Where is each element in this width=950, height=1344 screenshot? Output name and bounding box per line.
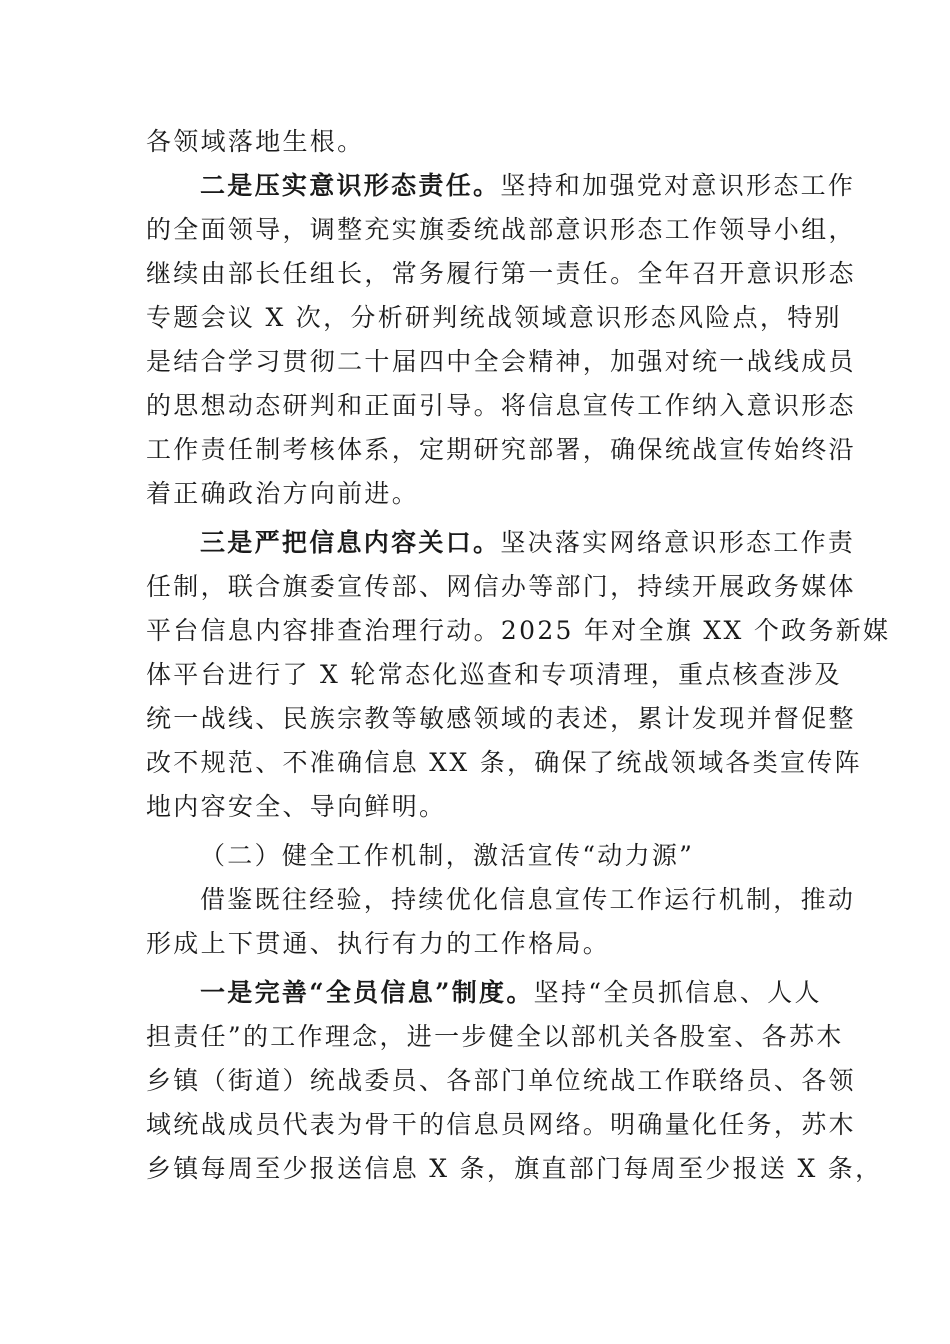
text-line: 改不规范、不准确信息 XX 条，确保了统战领域各类宣传阵: [146, 748, 862, 777]
text-line: 专题会议 X 次，分析研判统战领域意识形态风险点，特别: [146, 303, 842, 332]
text-line: 的思想动态研判和正面引导。将信息宣传工作纳入意识形态: [146, 391, 856, 420]
paragraph-lead: 二是压实意识形态责任。: [200, 171, 501, 200]
text-line: 地内容安全、导向鲜明。: [146, 792, 447, 821]
text-line: 继续由部长任组长，常务履行第一责任。全年召开意识形态: [146, 259, 856, 288]
text-line: 体平台进行了 X 轮常态化巡查和专项清理，重点核查涉及: [146, 660, 842, 689]
text-line: 域统战成员代表为骨干的信息员网络。明确量化任务，苏木: [146, 1110, 856, 1139]
text-line: 乡镇每周至少报送信息 X 条，旗直部门每周至少报送 X 条，: [146, 1154, 883, 1183]
paragraph-heading-line: 二是压实意识形态责任。坚持和加强党对意识形态工作: [200, 171, 856, 200]
text-line: 是结合学习贯彻二十届四中全会精神，加强对统一战线成员: [146, 347, 856, 376]
paragraph-lead: 一是完善“全员信息”制度。: [200, 978, 534, 1007]
paragraph-heading-line: 三是严把信息内容关口。坚决落实网络意识形态工作责: [200, 528, 856, 557]
text-line: 乡镇（街道）统战委员、各部门单位统战工作联络员、各领: [146, 1066, 856, 1095]
text-line: 工作责任制考核体系，定期研究部署，确保统战宣传始终沿: [146, 435, 856, 464]
text-line: 着正确政治方向前进。: [146, 479, 420, 508]
section-subheading: （二）健全工作机制，激活宣传“动力源”: [200, 841, 695, 870]
text-line: 各领域落地生根。: [146, 127, 365, 156]
text-line: 任制，联合旗委宣传部、网信办等部门，持续开展政务媒体: [146, 572, 856, 601]
text-line: 担责任”的工作理念，进一步健全以部机关各股室、各苏木: [146, 1022, 844, 1051]
paragraph-lead: 三是严把信息内容关口。: [200, 528, 501, 557]
text-line: 的全面领导，调整充实旗委统战部意识形态工作领导小组，: [146, 215, 856, 244]
text-line: 平台信息内容排查治理行动。2025 年对全旗 XX 个政务新媒: [146, 616, 891, 645]
text-line: 统一战线、民族宗教等敏感领域的表述，累计发现并督促整: [146, 704, 856, 733]
text-line: 形成上下贯通、执行有力的工作格局。: [146, 929, 611, 958]
text-line: 借鉴既往经验，持续优化信息宣传工作运行机制，推动: [200, 885, 856, 914]
paragraph-heading-line: 一是完善“全员信息”制度。坚持“全员抓信息、人人: [200, 978, 822, 1007]
